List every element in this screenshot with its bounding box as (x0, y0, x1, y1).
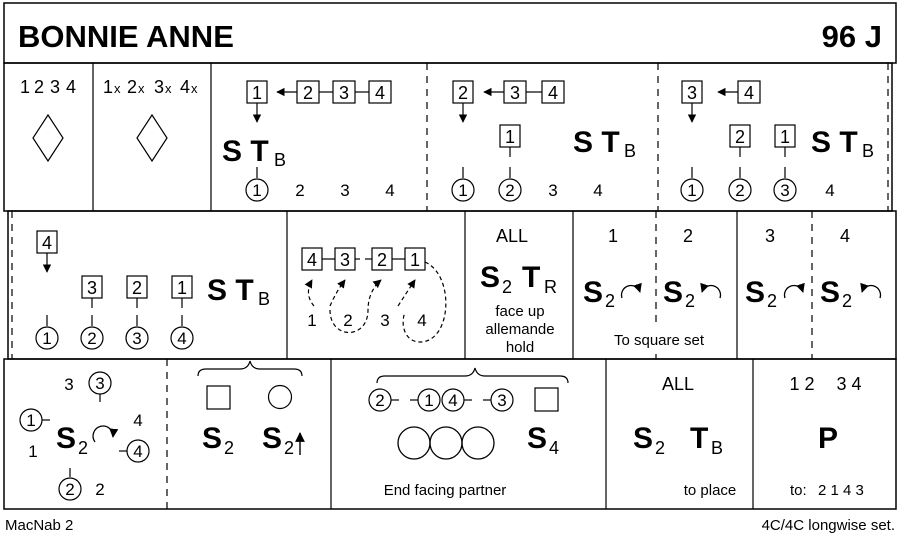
dancer-label: 3 (780, 181, 790, 200)
figure-sub: 2 (502, 277, 513, 297)
row-2 (8, 211, 896, 359)
couple-labels: 3 4 (836, 374, 862, 394)
dancer-label: 1 (687, 181, 697, 200)
dancer-label: 4 (448, 391, 458, 410)
dancer-label: 3 (132, 329, 142, 348)
dance-code: 96 J (821, 19, 882, 54)
box-label: 1 (176, 278, 188, 298)
box-label: 2 (302, 83, 314, 103)
cell1-num: 3 (50, 77, 61, 97)
cell2-num: 1 (103, 77, 114, 97)
figure-sub: B (274, 150, 287, 170)
figure-sub: 4 (549, 438, 560, 458)
dancer-label: 3 (340, 181, 350, 200)
box-label: 2 (734, 127, 746, 147)
figure-s: S (202, 422, 223, 455)
dancer-label: 1 (307, 311, 317, 330)
figure-sub: B (624, 141, 637, 161)
turn-ccw-icon (862, 286, 880, 298)
all-label: ALL (495, 226, 529, 246)
cell1-num: 2 (34, 77, 45, 97)
diamond-icon (137, 115, 167, 161)
figure-st: S T (222, 135, 269, 168)
cell1-num: 4 (66, 77, 77, 97)
all-label: ALL (661, 374, 695, 394)
path-curve (403, 262, 446, 342)
dancer-label: 2 (87, 329, 97, 348)
dancer-label: 3 (548, 181, 558, 200)
box-label: 4 (306, 250, 318, 270)
turn-ccw-icon (702, 286, 720, 298)
box-label: 2 (457, 83, 469, 103)
box-label: 1 (779, 127, 791, 147)
dancer-label: 1 (26, 411, 36, 430)
figure-st: S T (573, 126, 620, 159)
path-arrow (330, 280, 381, 333)
row-1 (4, 63, 892, 211)
couple-label: 3 (764, 226, 776, 246)
dancer-label: 2 (295, 181, 305, 200)
dance-title: BONNIE ANNE (18, 19, 234, 54)
figure-s: S (745, 276, 766, 309)
turn-cw-icon (622, 285, 640, 298)
path-arrow (308, 280, 314, 306)
figure-s: S (633, 422, 654, 455)
caption: End facing partner (383, 482, 507, 499)
figure-st: S T (811, 126, 858, 159)
couple-label: 1 (607, 226, 619, 246)
figure-t: T (690, 422, 709, 455)
dancer-label: 3 (64, 375, 74, 394)
box-label: 4 (547, 83, 559, 103)
circle-icon (269, 386, 292, 409)
brace (198, 361, 302, 376)
box-label: 3 (686, 83, 698, 103)
dancer-label: 1 (424, 391, 434, 410)
note-line: hold (505, 339, 535, 356)
box-label: 1 (409, 250, 421, 270)
turn-cw-icon (785, 285, 803, 298)
dancer-label: 1 (458, 181, 468, 200)
cell2-sub: x (191, 81, 198, 96)
dancer-label: 3 (380, 311, 390, 330)
dancer-label: 3 (497, 391, 507, 410)
figure-s: S (262, 422, 283, 455)
cell2-num: 4 (180, 77, 191, 97)
figure-sub: 2 (605, 291, 616, 311)
figure-sub: 2 (767, 291, 778, 311)
cell2-num: 3 (154, 77, 165, 97)
dancer-label: 2 (95, 480, 105, 499)
figure-sub: B (862, 141, 875, 161)
caption-label: to: (790, 482, 807, 499)
cell2-sub: x (114, 81, 121, 96)
figure-sub: 2 (842, 291, 853, 311)
dancer-label: 1 (28, 442, 38, 461)
diamond-icon (33, 115, 63, 161)
figure-s: S (583, 276, 604, 309)
cell1-num: 1 (20, 77, 31, 97)
box-label: 4 (41, 233, 53, 253)
figure-sub: 2 (284, 438, 295, 458)
dancer-label: 2 (65, 480, 75, 499)
circle-icon (398, 427, 430, 459)
dancer-label: 4 (417, 311, 427, 330)
figure-p: P (817, 422, 839, 455)
figure-s: S (820, 276, 841, 309)
square-icon (207, 386, 230, 409)
dancer-label: 4 (825, 181, 835, 200)
dancer-label: 4 (133, 411, 143, 430)
box-label: 4 (374, 83, 386, 103)
dancer-label: 2 (505, 181, 515, 200)
box-label: 4 (743, 83, 755, 103)
figure-s: S (480, 261, 501, 294)
cell2-sub: x (165, 81, 172, 96)
figure-t: T (522, 261, 541, 294)
cell2-num: 2 (127, 77, 138, 97)
brace (377, 368, 568, 383)
dancer-label: 2 (735, 181, 745, 200)
box-label: 3 (86, 278, 98, 298)
couple-label: 4 (839, 226, 851, 246)
figure-sub: 2 (685, 291, 696, 311)
couple-label: 2 (682, 226, 694, 246)
box-label: 2 (131, 278, 143, 298)
turn-cw-icon (93, 426, 113, 442)
box-label: 3 (338, 83, 350, 103)
circle-icon (462, 427, 494, 459)
dancer-label: 3 (95, 374, 105, 393)
figure-s: S (663, 276, 684, 309)
figure-sub: B (711, 438, 724, 458)
path-arrow (398, 280, 415, 306)
box-label: 1 (504, 127, 516, 147)
figure-st: S T (207, 274, 254, 307)
figure-sub: B (258, 289, 271, 309)
figure-sub: 2 (655, 438, 666, 458)
dancer-label: 4 (593, 181, 603, 200)
box-label: 3 (509, 83, 521, 103)
figure-sub: 2 (78, 438, 89, 458)
dancer-label: 2 (343, 311, 353, 330)
caption: to place (683, 482, 737, 499)
dancer-label: 2 (375, 391, 385, 410)
dancer-label: 4 (177, 329, 187, 348)
figure-sub: R (544, 277, 557, 297)
figure-sub: 2 (224, 438, 235, 458)
box-label: 1 (251, 83, 263, 103)
dancer-label: 1 (42, 329, 52, 348)
dancer-label: 1 (252, 181, 262, 200)
note-line: allemande (485, 321, 555, 338)
square-icon (535, 388, 558, 411)
path-arrow (330, 280, 345, 306)
caption: To square set (613, 332, 705, 349)
box-label: 3 (339, 250, 351, 270)
circle-icon (430, 427, 462, 459)
dancer-label: 4 (385, 181, 395, 200)
figure-s: S (56, 422, 77, 455)
dancer-label: 4 (133, 442, 143, 461)
row-3 (4, 359, 896, 509)
footer-source: MacNab 2 (5, 517, 74, 534)
caption-value: 2 1 4 3 (818, 482, 864, 499)
footer-set: 4C/4C longwise set. (761, 517, 895, 534)
couple-labels: 1 2 (789, 374, 815, 394)
note-line: face up (495, 303, 545, 320)
cell2-sub: x (138, 81, 145, 96)
box-label: 2 (376, 250, 388, 270)
figure-s: S (527, 422, 548, 455)
